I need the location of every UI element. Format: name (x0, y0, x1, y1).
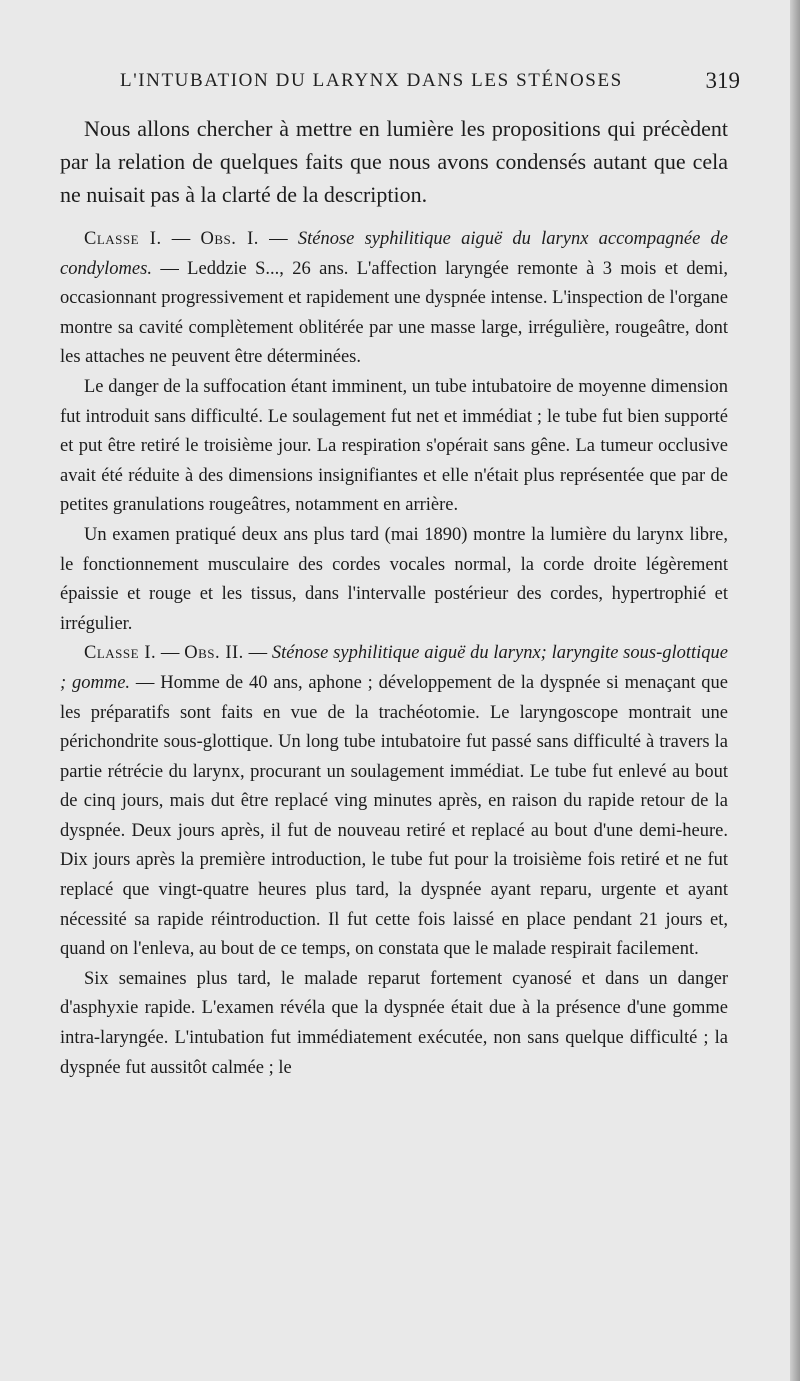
running-head-title: L'INTUBATION DU LARYNX DANS LES STÉNOSES (120, 70, 623, 91)
obs1-paragraph-3: Un examen pratiqué deux ans plus tard (mai 1890) montre la lumière du larynx libre, le fonctionnement musculaire des cordes vocales normal, la corde droite légèrement épaissie et rouge et les tissus, dans l'intervalle postérieur des cordes, hypertrophié et irrégulier. (60, 524, 728, 634)
page-number: 319 (705, 68, 740, 93)
running-head (60, 70, 740, 102)
obs2-paragraph-1 (60, 639, 728, 965)
obs2-classe: Classe I. (84, 643, 157, 664)
intro-paragraph: Nous allons chercher à mettre en lumière les propositions qui précèdent par la relation de quelques faits que nous avons condensés autant que cela ne nuisait pas à la clarté de la description. (60, 116, 728, 207)
obs1-title: Sténose syphilitique aiguë du larynx accompagnée de condylomes. (60, 229, 729, 279)
obs1-paragraph-2: Le danger de la suffocation étant imminent, un tube intubatoire de moyenne dimension fut introduit sans difficulté. Le soulagement fut net et immédiat ; le tube fut bien supporté et put être retiré le troisième jour. La respiration s'opérait sans gêne. La tumeur occlusive avait été réduite à des dimensions insignifiantes et elle n'était plus représentée que par de petites granulations rougeâtres, notamment en arrière. (60, 376, 728, 516)
obs2-number: Obs. II. (184, 643, 244, 664)
page-body (60, 112, 728, 1083)
obs1-number: Obs. I. (200, 229, 259, 249)
obs1-dash-1: — (171, 229, 191, 249)
obs2-paragraph-2: Six semaines plus tard, le malade reparut fortement cyanosé et dans un danger d'asphyxie rapide. L'examen révéla que la dyspnée était due à la présence d'une gomme intra-laryngée. L'intubation fut immédiatement exécutée, non sans quelque difficulté ; la dyspnée fut aussitôt calmée ; le (60, 968, 728, 1078)
obs1-classe: Classe I. (84, 229, 162, 249)
obs2-text: — Homme de 40 ans, aphone ; développement de la dyspnée si menaçant que les préparatifs sont faits en vue de la trachéotomie. Le laryngoscope montrait une périchondrite sous-glottique. Un long tube intubatoire fut passé sans difficulté à travers la partie rétrécie du larynx, procurant un soulagement immédiat. Le tube fut enlevé au bout de cinq jours, mais dut être replacé ving minutes après, en raison du rapide retour de la dyspnée. Deux jours après, il fut de nouveau retiré et replacé au bout d'une demi-heure. Dix jours après la première introduction, le tube fut pour la troisième fois retiré et ne fut replacé que vingt-quatre heures plus tard, la dyspnée ayant reparu, urgente et ayant nécessité sa rapide réintroduction. Il fut cette fois laissé en place pendant 21 jours et, quand on l'enleva, au bout de ce temps, on constata que le malade respirait facilement. (60, 672, 729, 960)
obs1-paragraph-1 (60, 225, 728, 373)
obs2-title: Sténose syphilitique aiguë du larynx; laryngite sous-glottique ; gomme. (60, 643, 729, 693)
obs1-dash-2: — (269, 229, 288, 249)
obs1-text: — Leddzie S..., 26 ans. L'affection laryngée remonte à 3 mois et demi, occasionnant progressivement et rapidement une dyspnée intense. L'inspection de l'organe montre sa cavité complètement oblitérée par une masse large, irrégulière, rougeâtre, dont les attaches ne peuvent être déterminées. (60, 258, 729, 368)
obs2-dash-1: — (160, 643, 180, 664)
obs2-dash-2: — (248, 643, 268, 664)
